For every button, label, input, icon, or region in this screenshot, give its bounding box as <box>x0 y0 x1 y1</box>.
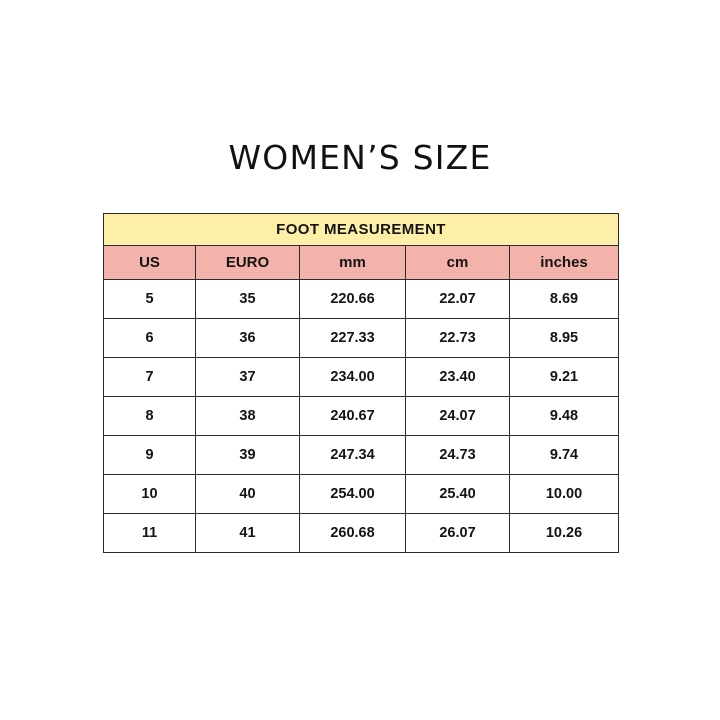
cell-euro: 38 <box>196 397 300 436</box>
column-header-us: US <box>104 246 196 280</box>
table-body <box>104 280 619 553</box>
cell-cm: 26.07 <box>406 514 510 553</box>
column-header-mm: mm <box>300 246 406 280</box>
cell-mm: 234.00 <box>300 358 406 397</box>
table-row <box>104 280 619 319</box>
column-header-inches: inches <box>510 246 619 280</box>
cell-euro: 40 <box>196 475 300 514</box>
table-row <box>104 475 619 514</box>
cell-euro: 36 <box>196 319 300 358</box>
cell-inches: 9.21 <box>510 358 619 397</box>
cell-euro: 35 <box>196 280 300 319</box>
table-banner-row <box>104 214 619 246</box>
cell-mm: 240.67 <box>300 397 406 436</box>
cell-cm: 22.07 <box>406 280 510 319</box>
cell-us: 5 <box>104 280 196 319</box>
column-header-euro: EURO <box>196 246 300 280</box>
cell-inches: 8.95 <box>510 319 619 358</box>
table-row <box>104 319 619 358</box>
cell-mm: 260.68 <box>300 514 406 553</box>
cell-us: 10 <box>104 475 196 514</box>
cell-cm: 24.73 <box>406 436 510 475</box>
table-row <box>104 514 619 553</box>
cell-inches: 10.00 <box>510 475 619 514</box>
cell-us: 11 <box>104 514 196 553</box>
cell-inches: 8.69 <box>510 280 619 319</box>
cell-mm: 227.33 <box>300 319 406 358</box>
table-row <box>104 436 619 475</box>
table-column-header-row <box>104 246 619 280</box>
size-table-container <box>103 213 618 553</box>
cell-cm: 22.73 <box>406 319 510 358</box>
cell-us: 9 <box>104 436 196 475</box>
cell-euro: 39 <box>196 436 300 475</box>
cell-inches: 9.48 <box>510 397 619 436</box>
cell-mm: 247.34 <box>300 436 406 475</box>
cell-inches: 10.26 <box>510 514 619 553</box>
cell-mm: 220.66 <box>300 280 406 319</box>
cell-us: 8 <box>104 397 196 436</box>
column-header-cm: cm <box>406 246 510 280</box>
cell-inches: 9.74 <box>510 436 619 475</box>
cell-mm: 254.00 <box>300 475 406 514</box>
cell-cm: 23.40 <box>406 358 510 397</box>
size-table <box>103 213 619 553</box>
cell-cm: 25.40 <box>406 475 510 514</box>
table-banner-label: FOOT MEASUREMENT <box>104 214 619 246</box>
cell-euro: 41 <box>196 514 300 553</box>
cell-euro: 37 <box>196 358 300 397</box>
table-row <box>104 397 619 436</box>
table-header <box>104 214 619 280</box>
cell-us: 7 <box>104 358 196 397</box>
page-title: WOMEN’S SIZE <box>228 138 492 177</box>
table-row <box>104 358 619 397</box>
cell-cm: 24.07 <box>406 397 510 436</box>
cell-us: 6 <box>104 319 196 358</box>
